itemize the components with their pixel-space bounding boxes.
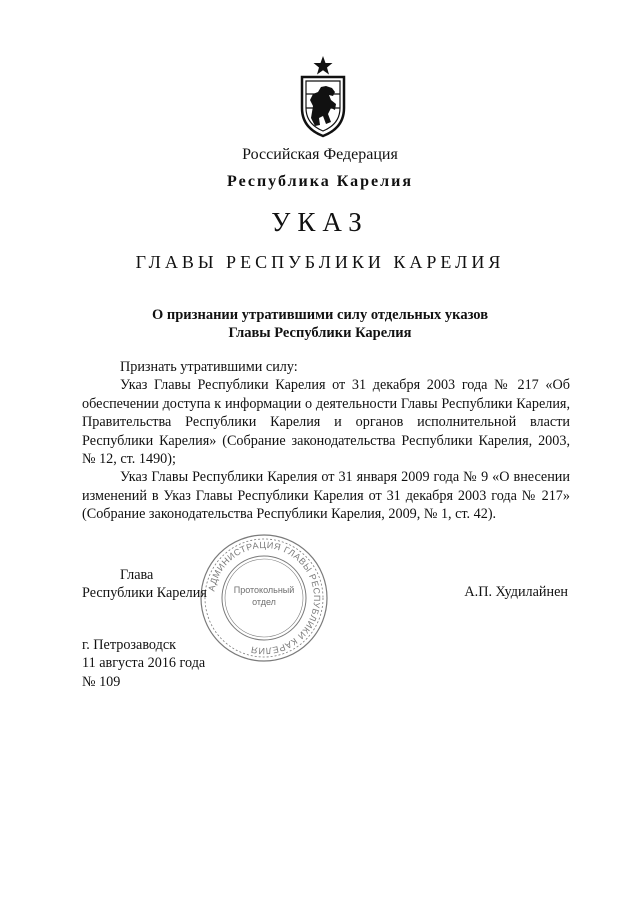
stamp-ring-text: АДМИНИСТРАЦИЯ ГЛАВЫ РЕСПУБЛИКИ КАРЕЛИЯ	[206, 539, 323, 657]
decree-heading	[0, 306, 640, 342]
signatory-title-line2: Республики Карелия	[82, 585, 207, 602]
country-name: Российская Федерация	[242, 146, 398, 163]
decree-date: 11 августа 2016 года	[82, 655, 206, 672]
stamp-department	[226, 584, 302, 608]
decree-title: УКАЗ	[271, 207, 369, 237]
decree-city: г. Петрозаводск	[82, 637, 177, 653]
body-intro: Признать утратившими силу:	[120, 359, 298, 375]
stamp-dept-line1: Протокольный	[233, 585, 295, 595]
official-stamp	[198, 532, 330, 664]
decree-place-date	[82, 636, 205, 691]
signatory-name: А.П. Худилайнен	[464, 584, 568, 600]
signatory-title-line1: Глава	[120, 567, 154, 583]
decree-body	[82, 358, 570, 524]
decree-subtitle: ГЛАВЫ РЕСПУБЛИКИ КАРЕЛИЯ	[135, 252, 505, 272]
stamp-dept-line2: отдел	[252, 597, 276, 607]
decree-number: № 109	[82, 673, 121, 690]
signatory-title	[82, 566, 207, 603]
decree-heading-line2: Главы Республики Карелия	[228, 325, 412, 341]
decree-heading-line1: О признании утратившими силу отдельных указов	[151, 307, 489, 323]
karelia-coat-of-arms-icon	[298, 56, 348, 138]
republic-name: Республика Карелия	[227, 173, 413, 190]
body-item-2: Указ Главы Республики Карелия от 31 января 2009 года № 9 «О внесении изменений в Указ Главы Республики Карелия от 31 декабря 2003 года № 217» (Собрание законодательства Республики Карелия, 2009, № 1, ст. 42).	[82, 469, 570, 523]
body-item-1: Указ Главы Республики Карелия от 31 декабря 2003 года № 217 «Об обеспечении доступа к информации о деятельности Главы Республики Карелия, Правительства Республики Карелия и органов исполнительной власти Республики Карелия» (Собрание законодательства Республики Карелия, 2003, № 12, ст. 1490);	[82, 377, 570, 468]
